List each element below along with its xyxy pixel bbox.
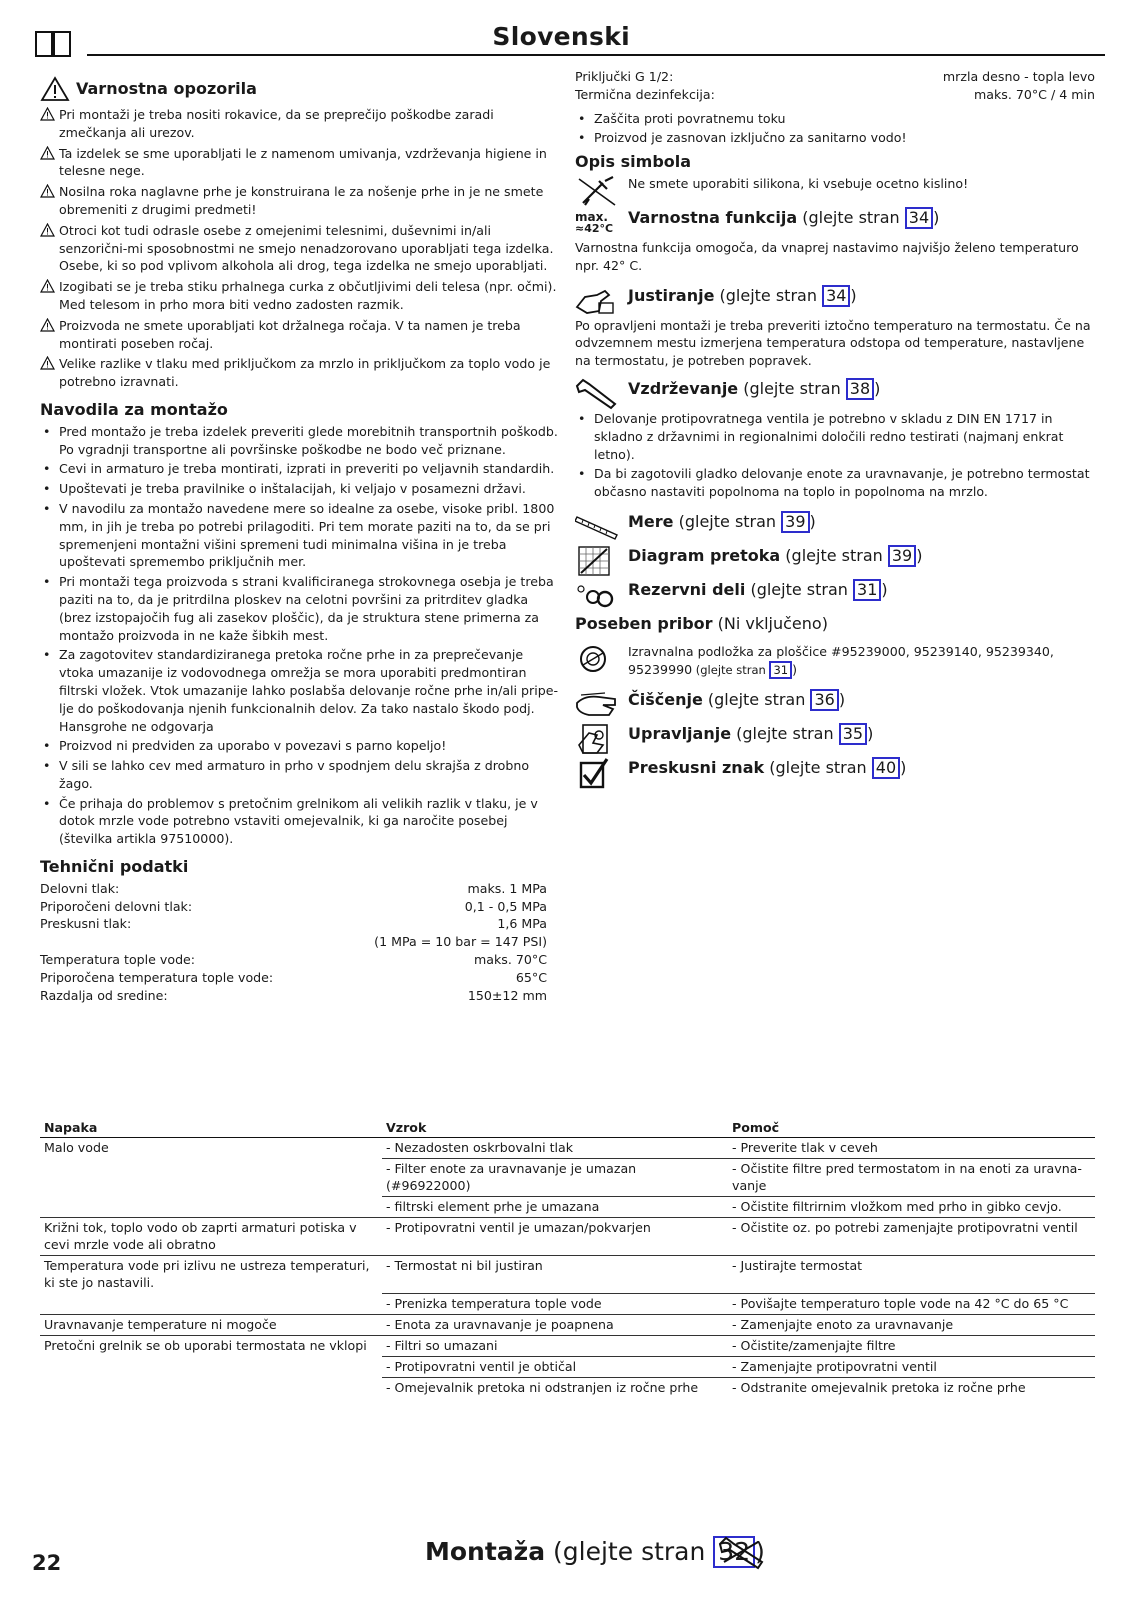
table-row bbox=[40, 1197, 1095, 1218]
warning-icon bbox=[40, 279, 55, 293]
safety-item bbox=[40, 145, 560, 181]
maintenance-list bbox=[575, 410, 1095, 501]
test-mark-page-link[interactable]: 40 bbox=[872, 757, 900, 779]
cleaning-hand-icon bbox=[575, 689, 619, 721]
cause-cell: - Omejevalnik pretoka ni odstranjen iz ročne prhe bbox=[386, 1379, 699, 1395]
page-title: Slovenski bbox=[492, 22, 630, 51]
tech-heading: Tehnični podatki bbox=[40, 857, 189, 877]
tech-row bbox=[40, 951, 547, 969]
problem-cell: Pretočni grelnik se ob uporabi termostata ne vklopi bbox=[44, 1337, 367, 1353]
remedy-cell: - Zamenjajte enoto za uravnavanje bbox=[728, 1314, 1095, 1335]
tech-row-label: Temperatura tople vode: bbox=[40, 952, 196, 968]
table-row bbox=[40, 1377, 1095, 1398]
remedy-cell: - Odstranite omejevalnik pretoka iz ročne prhe bbox=[732, 1379, 1026, 1395]
safety-item bbox=[40, 278, 560, 314]
tech-row-value: 65°C bbox=[515, 969, 547, 985]
warning-icon bbox=[40, 146, 55, 160]
problem-cell bbox=[40, 1197, 382, 1218]
warning-icon bbox=[40, 76, 70, 102]
wrench-icon bbox=[718, 1536, 766, 1570]
tech-row-label: Razdalja od sredine: bbox=[40, 987, 168, 1003]
spare-parts-icon bbox=[575, 579, 619, 611]
cause-cell: - Prenizka temperatura tople vode bbox=[382, 1293, 728, 1314]
symbols-heading: Opis simbola bbox=[575, 152, 692, 172]
operation-row: Upravljanje (glejte stran 35 ) bbox=[575, 723, 1095, 753]
table-row bbox=[40, 1293, 1095, 1314]
problem-cell bbox=[40, 1377, 382, 1398]
tech-row-value: (1 MPa = 10 bar = 147 PSI) bbox=[374, 934, 547, 950]
tech-row-label: Priporočeni delovni tlak: bbox=[40, 898, 193, 914]
connection-row-label: Termična dezinfekcija: bbox=[575, 86, 715, 102]
adjust-page-link[interactable]: 34 bbox=[822, 285, 850, 307]
warning-icon bbox=[40, 356, 55, 370]
operation-hand-icon bbox=[575, 723, 619, 755]
tech-row-label: Preskusni tlak: bbox=[40, 916, 132, 932]
page-number: 22 bbox=[32, 1551, 62, 1575]
dimensions-row: Mere (glejte stran 39 ) bbox=[575, 511, 1095, 541]
remedy-cell: - Očistite oz. po potrebi zamenjajte protipovratni ventil bbox=[728, 1218, 1095, 1256]
remedy-cell: - Zamenjajte protipovratni ventil bbox=[728, 1356, 1095, 1377]
tech-table bbox=[40, 880, 547, 1005]
tech-row-label: Priporočena temperatura tople vode: bbox=[40, 969, 274, 985]
silicone-gun-icon bbox=[575, 175, 619, 207]
tech-row bbox=[40, 915, 547, 933]
accessory-heading: Poseben pribor (Ni vključeno) bbox=[575, 613, 828, 633]
mounting-item: • V sili se lahko cev med armaturo in prho v spodnjem delu skrajša z drobno žago. bbox=[40, 757, 560, 793]
problem-cell: Uravnavanje temperature ni mogoče bbox=[40, 1314, 382, 1335]
safety-item-text: Nosilna roka naglavne prhe je konstruirana le za nošenje prhe in je ne smete obremeniti z drugimi predmeti! bbox=[59, 184, 544, 217]
cause-cell: - filtrski element prhe je umazana bbox=[382, 1197, 728, 1218]
header-rule bbox=[87, 54, 1105, 56]
connection-row bbox=[575, 86, 1095, 104]
silicone-row: Ne smete uporabiti silikona, ki vsebuje ocetno kislino! bbox=[575, 175, 1095, 205]
safety-item-text: Otroci kot tudi odrasle osebe z omejenimi telesnimi, duševnimi in/ali senzorični-mi sposobnostmi ne smejo nenadzorovano uporabljati tega izdelka. Osebe, ki so pod vplivom alkohola ali drog, tega izdelka ne smejo uporabljati. bbox=[59, 222, 554, 274]
safety-item-text: Izogibati se je treba stiku prhalnega curka z občutljivimi deli telesa (npr. očmi). Med telesom in prho mora biti vedno zadosten razmik. bbox=[59, 279, 557, 312]
warning-icon bbox=[40, 223, 55, 237]
table-row bbox=[40, 1356, 1095, 1377]
spare-parts-page-link[interactable]: 31 bbox=[853, 579, 881, 601]
warning-icon bbox=[40, 184, 55, 198]
tech-row bbox=[40, 898, 547, 916]
footer-title: Montaža (glejte stran 32 ) bbox=[425, 1537, 765, 1566]
flow-diagram-row: Diagram pretoka (glejte stran 39 ) bbox=[575, 545, 1095, 575]
safety-item-text: Ta izdelek se sme uporabljati le z namenom umivanja, vzdrževanja higiene in telesne nege. bbox=[59, 145, 547, 179]
accessory-row: Izravnalna podložka za ploščice #95239000, 95239140, 95239340, 95239990 (glejte stran 31 ) bbox=[575, 643, 1095, 680]
test-mark-row: Preskusni znak (glejte stran 40 ) bbox=[575, 757, 1095, 787]
adjust-note: Po opravljeni montaži je treba preveriti iztočno temperaturo na termostatu. Če na odvzemnem mestu izmerjena temperatura odstopa od temperature, nastavljene na termostatu, je potreben popravek. bbox=[575, 317, 1091, 369]
table-row bbox=[40, 1218, 1095, 1256]
tech-row-value: maks. 70°C bbox=[474, 952, 547, 968]
tile-shim-icon bbox=[575, 643, 619, 675]
connection-specs bbox=[575, 68, 1095, 104]
warning-icon bbox=[40, 107, 55, 121]
cause-cell: - Protipovratni ventil je obtičal bbox=[382, 1356, 728, 1377]
hand-adjust-icon bbox=[575, 285, 619, 317]
table-row bbox=[40, 1335, 1095, 1356]
safety-item bbox=[40, 355, 560, 391]
cause-cell: - Enota za uravnavanje je poapnena bbox=[382, 1314, 728, 1335]
connection-bullets bbox=[575, 110, 1095, 148]
wrench-icon bbox=[575, 378, 619, 410]
problem-cell bbox=[40, 1356, 382, 1377]
accessory-page-link[interactable]: 31 bbox=[769, 661, 792, 679]
remedy-cell: - Preverite tlak v ceveh bbox=[728, 1138, 1095, 1159]
remedy-cell: - Justirajte termostat bbox=[728, 1256, 1095, 1294]
flow-diagram-icon bbox=[575, 545, 619, 577]
mounting-item: • Cevi in armaturo je treba montirati, izprati in preveriti po veljavnih standardih. bbox=[40, 460, 560, 478]
safety-item bbox=[40, 222, 560, 275]
table-header-row bbox=[40, 1118, 1095, 1138]
remedy-cell: - Očistite/zamenjajte filtre bbox=[728, 1335, 1095, 1356]
adjust-row: Justiranje (glejte stran 34 ) bbox=[575, 285, 1095, 315]
connection-row bbox=[575, 68, 1095, 86]
tech-row bbox=[40, 969, 547, 987]
mounting-page-link[interactable]: 32 bbox=[713, 1536, 755, 1568]
dimensions-page-link[interactable]: 39 bbox=[781, 511, 809, 533]
connection-bullet: • Proizvod je zasnovan izključno za sanitarno vodo! bbox=[575, 129, 1095, 147]
problem-cell: Križni tok, toplo vodo ob zaprti armaturi potiska v cevi mrzle vode ali obratno bbox=[40, 1218, 382, 1256]
safety-list bbox=[40, 106, 560, 391]
safety-func-page-link[interactable]: 34 bbox=[905, 207, 933, 229]
header-remedy: Pomoč bbox=[728, 1118, 1095, 1138]
connection-bullet: • Zaščita proti povratnemu toku bbox=[575, 110, 1095, 128]
mounting-item: • Pred montažo je treba izdelek preveriti glede morebitnih transportnih poškodb. Po vgradnji transportne ali površinske poškodbe ne bodo več priznane. bbox=[40, 423, 560, 459]
tech-row bbox=[40, 987, 547, 1005]
remedy-cell: - Očistite filtrirnim vložkom med prho in gibko cevjo. bbox=[728, 1197, 1095, 1218]
cause-cell: - Filter enote za uravnavanje je umazan (#96922000) bbox=[382, 1159, 728, 1197]
mounting-item: • Upoštevati je treba pravilnike o inštalacijah, ki veljajo v posamezni državi. bbox=[40, 480, 560, 498]
tech-row-label: Delovni tlak: bbox=[40, 880, 120, 896]
safety-heading: Varnostna opozorila bbox=[40, 76, 560, 102]
safety-function-note: Varnostna funkcija omogoča, da vnaprej nastavimo najvišjo želeno temperaturo npr. 42° C. bbox=[575, 239, 1079, 273]
table-row bbox=[40, 1256, 1095, 1294]
ruler-icon bbox=[575, 511, 619, 543]
tech-row bbox=[40, 880, 547, 898]
safety-item-text: Pri montaži je treba nositi rokavice, da se preprečijo poškodbe zaradi zmečkanja ali urezov. bbox=[59, 107, 494, 140]
mounting-item: • Proizvod ni predviden za uporabo v povezavi s parno kopeljo! bbox=[40, 737, 560, 755]
connection-row-value: mrzla desno - topla levo bbox=[942, 69, 1095, 84]
checkbox-icon bbox=[575, 757, 619, 789]
mounting-item: • V navodilu za montažo navedene mere so idealne za osebe, visoke pribl. 1800 mm, in jih je treba po potrebi prilagoditi. Pri tem morate paziti na to, da se pri spremenjeni montažni višini spremeni tudi minimalna višina in je treba upoštevati spremembo priključnih mer. bbox=[40, 500, 560, 571]
connection-row-value: maks. 70°C / 4 min bbox=[974, 86, 1095, 102]
header-problem: Napaka bbox=[40, 1118, 382, 1138]
safety-item bbox=[40, 317, 560, 353]
tech-row-value: maks. 1 MPa bbox=[467, 880, 547, 896]
safety-item bbox=[40, 183, 560, 219]
problem-cell: Malo vode bbox=[44, 1140, 109, 1155]
maintenance-item: • Delovanje protipovratnega ventila je potrebno v skladu z DIN EN 1717 in skladno z državnimi in regionalnimi določili redno testirati (najmanj enkrat letno). bbox=[575, 410, 1095, 463]
maintenance-page-link[interactable]: 38 bbox=[846, 378, 874, 400]
cause-cell: - Nezadosten oskrbovalni tlak bbox=[382, 1138, 728, 1159]
maintenance-item: • Da bi zagotovili gladko delovanje enote za uravnavanje, je potrebno termostat občasno nastaviti popolnoma na toplo in popolnoma na mrzlo. bbox=[575, 465, 1095, 501]
remedy-cell: - Očistite filtre pred termostatom in na enoti za uravna-vanje bbox=[728, 1159, 1095, 1197]
left-column bbox=[40, 76, 560, 1004]
right-column bbox=[575, 68, 1095, 787]
flow-page-link[interactable]: 39 bbox=[888, 545, 916, 567]
cause-cell: - Termostat ni bil justiran bbox=[382, 1256, 728, 1294]
cleaning-page-link[interactable]: 36 bbox=[810, 689, 838, 711]
tech-row-value: 150±12 mm bbox=[467, 987, 547, 1003]
mounting-list bbox=[40, 423, 560, 848]
cause-cell: - Filtri so umazani bbox=[382, 1335, 728, 1356]
table-row bbox=[40, 1314, 1095, 1335]
problem-cell bbox=[40, 1159, 382, 1197]
safety-item-text: Velike razlike v tlaku med priključkom za mrzlo in priključkom za toplo vodo je potrebno izravnati. bbox=[59, 356, 551, 390]
mounting-item: • Za zagotovitev standardiziranega pretoka ročne prhe in za preprečevanje vtoka umazanije iz vodovodnega omrežja se mora uporabiti predmontiran filtrski vložek. Vtok umazanije lahko poslabša delovanje ročne prhe in/ali pripe-lje do poškodovanja njenih funkcionalnih delov. Za tako nastalo škodo podj. Hansgrohe ne odgovarja bbox=[40, 646, 560, 735]
remedy-cell: - Povišajte temperaturo tople vode na 42 °C do 65 °C bbox=[728, 1293, 1095, 1314]
tech-row bbox=[40, 933, 547, 951]
tech-row-value: 0,1 - 0,5 MPa bbox=[464, 898, 547, 914]
problem-cell bbox=[40, 1293, 382, 1314]
warning-icon bbox=[40, 318, 55, 332]
mounting-item: • Pri montaži tega proizvoda s strani kvalificiranega strokovnega osebja je treba paziti na to, da je pritrdilna ploskev na celotni površini za pritrditev gladka (brez izstopajočih fug ali zasekov ploščic), da je struktura stene primerna za montažo proizvoda in ne kaže šibkih mest. bbox=[40, 573, 560, 644]
header-cause: Vzrok bbox=[382, 1118, 728, 1138]
operation-page-link[interactable]: 35 bbox=[839, 723, 867, 745]
max-temp-icon: max. ≈42°C bbox=[575, 209, 614, 235]
maintenance-row: Vzdrževanje (glejte stran 38 ) bbox=[575, 378, 1095, 408]
mounting-item: • Če prihaja do problemov s pretočnim grelnikom ali velikih razlik v tlaku, je v dotok mrzle vode potrebno vstaviti omejevalnik, ki ga naročite posebej (številka artikla 97510000). bbox=[40, 795, 560, 848]
mounting-heading: Navodila za montažo bbox=[40, 399, 228, 419]
safety-function-row: max. ≈42°C Varnostna funkcija (glejte stran 34 ) bbox=[575, 207, 1095, 237]
spare-parts-row: Rezervni deli (glejte stran 31 ) bbox=[575, 579, 1095, 609]
table-row bbox=[40, 1138, 1095, 1159]
table-row bbox=[40, 1159, 1095, 1197]
troubleshoot-table bbox=[40, 1118, 1095, 1398]
problem-cell: Temperatura vode pri izlivu ne ustreza temperaturi, ki ste jo nastavili. bbox=[44, 1258, 370, 1290]
safety-item-text: Proizvoda ne smete uporabljati kot držalnega ročaja. V ta namen je treba montirati poseben ročaj. bbox=[59, 317, 521, 351]
connection-row-label: Priključki G 1/2: bbox=[575, 69, 674, 84]
safety-item bbox=[40, 106, 560, 142]
book-icon bbox=[35, 31, 71, 57]
tech-row-value: 1,6 MPa bbox=[497, 916, 547, 932]
cause-cell: - Protipovratni ventil je umazan/pokvarjen bbox=[382, 1218, 728, 1256]
cleaning-row: Čiščenje (glejte stran 36 ) bbox=[575, 689, 1095, 719]
